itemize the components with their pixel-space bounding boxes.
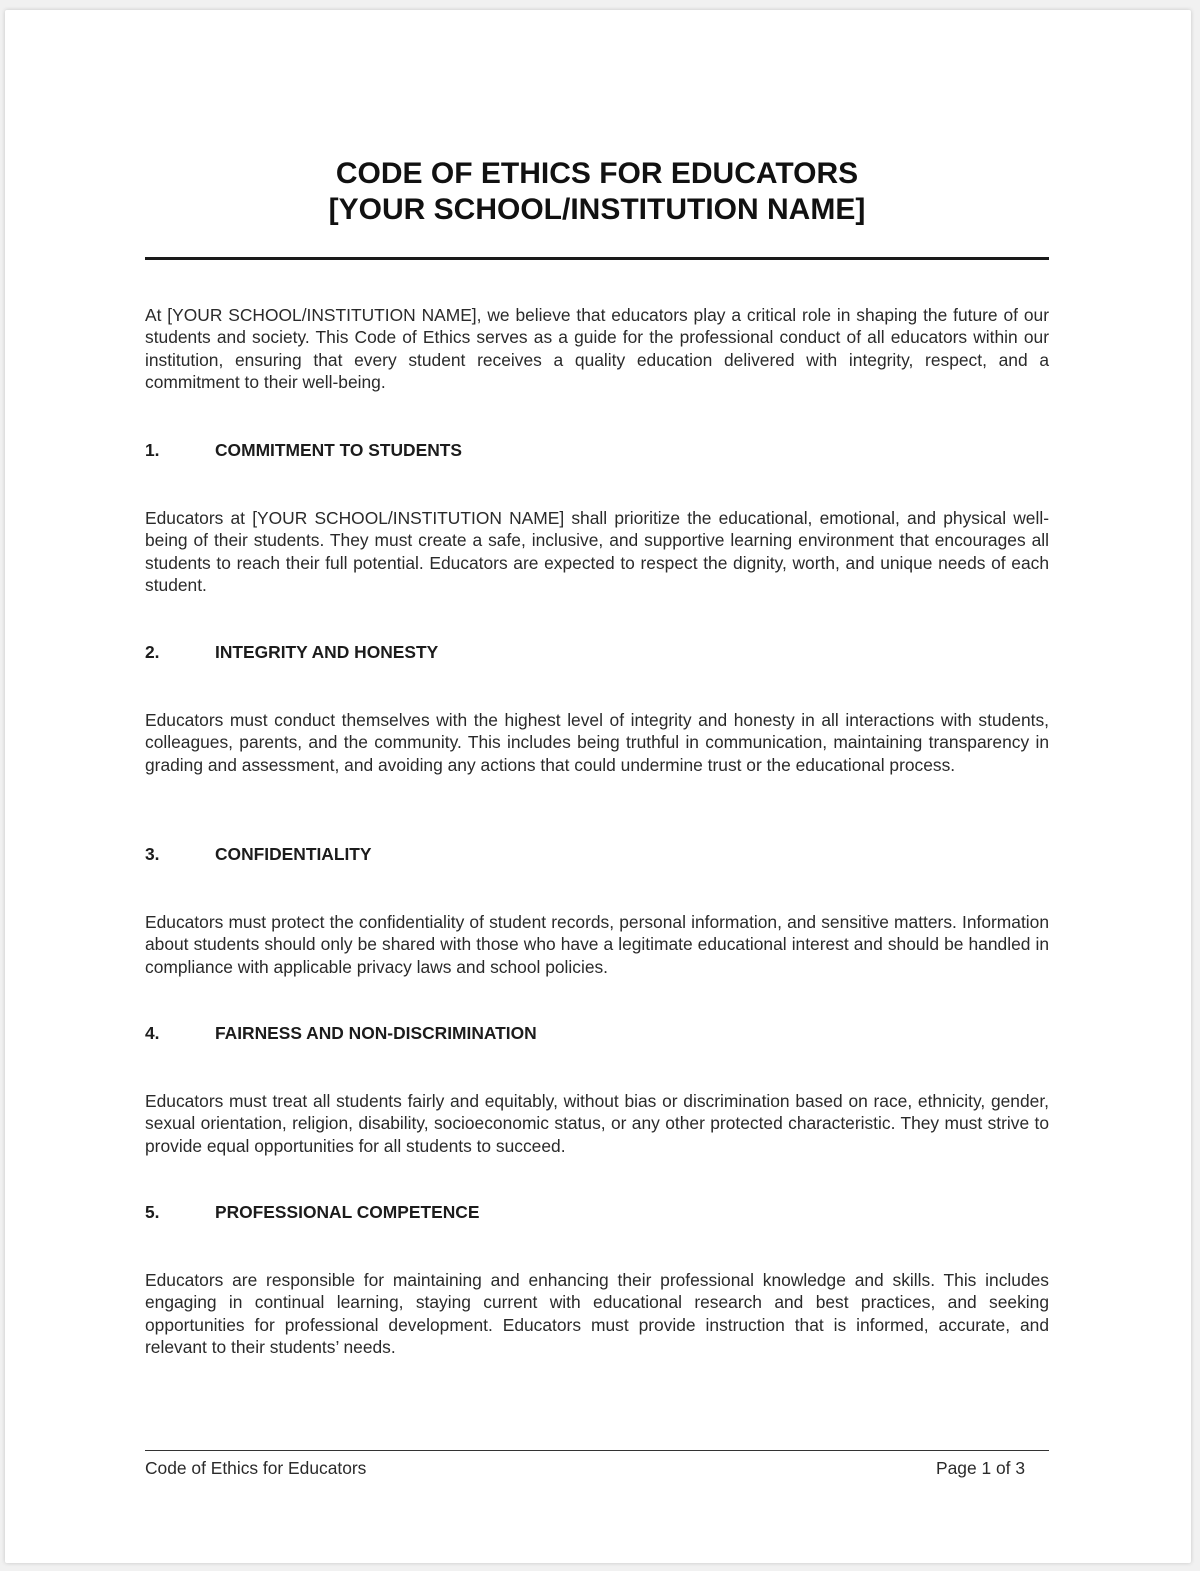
section-number: 4. <box>145 1023 160 1043</box>
section-body-5: Educators are responsible for maintaining and enhancing their professional knowledge and skills. This includes engaging in continual learning, staying current with educational research and best practices, and seeking opportunities for professional development. Educators must provide instruction that is informed, accurate, and relevant to their students’ needs. <box>145 1270 1049 1358</box>
title-line-2: [YOUR SCHOOL/INSTITUTION NAME] <box>328 193 866 226</box>
section-body-1: Educators at [YOUR SCHOOL/INSTITUTION NAME] shall prioritize the educational, emotional, and physical well-being of their students. They must create a safe, inclusive, and supportive learning environment that encourages all students to reach their full potential. Educators are expected to respect the dignity, worth, and unique needs of each student. <box>145 508 1049 596</box>
intro-paragraph: At [YOUR SCHOOL/INSTITUTION NAME], we believe that educators play a critical role in shaping the future of our students and society. This Code of Ethics serves as a guide for the professional conduct of all educators within our institution, ensuring that every student receives a quality education delivered with integrity, respect, and a commitment to their well-being. <box>145 305 1049 393</box>
section-body-2: Educators must conduct themselves with the highest level of integrity and honesty in all interactions with students, colleagues, parents, and the community. This includes being truthful in communication, maintaining transparency in grading and assessment, and avoiding any actions that could undermine trust or the educational process. <box>145 710 1049 775</box>
document-page <box>5 10 1191 1563</box>
section-title: FAIRNESS AND NON-DISCRIMINATION <box>215 1023 537 1043</box>
footer-document-name: Code of Ethics for Educators <box>145 1458 367 1478</box>
footer-page-number: Page 1 of 3 <box>936 1458 1025 1478</box>
document-title <box>145 156 1049 228</box>
footer-divider <box>145 1450 1049 1451</box>
section-number: 1. <box>145 440 160 460</box>
section-title: PROFESSIONAL COMPETENCE <box>215 1202 480 1222</box>
section-number: 5. <box>145 1202 160 1222</box>
section-title: CONFIDENTIALITY <box>215 844 372 864</box>
section-number: 3. <box>145 844 160 864</box>
title-line-1: CODE OF ETHICS FOR EDUCATORS <box>335 157 859 190</box>
section-number: 2. <box>145 642 160 662</box>
section-title: COMMITMENT TO STUDENTS <box>215 440 463 460</box>
section-title: INTEGRITY AND HONESTY <box>215 642 439 662</box>
section-body-4: Educators must treat all students fairly and equitably, without bias or discrimination based on race, ethnicity, gender, sexual orientation, religion, disability, socioeconomic status, or any other protected characteristic. They must strive to provide equal opportunities for all students to succeed. <box>145 1091 1049 1156</box>
section-body-3: Educators must protect the confidentiality of student records, personal information, and sensitive matters. Information about students should only be shared with those who have a legitimate educational interest and should be handled in compliance with applicable privacy laws and school policies. <box>145 912 1049 977</box>
title-divider <box>145 257 1049 260</box>
